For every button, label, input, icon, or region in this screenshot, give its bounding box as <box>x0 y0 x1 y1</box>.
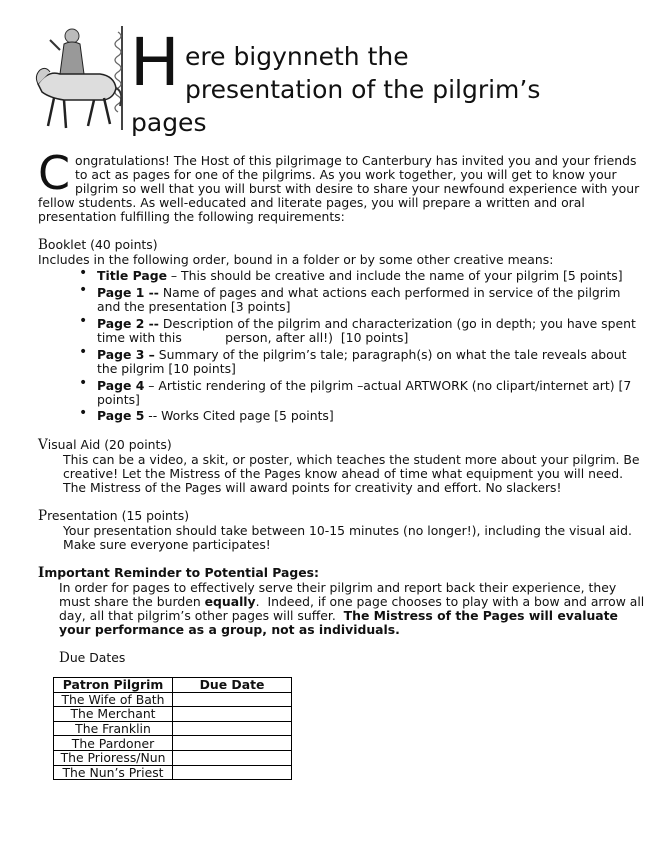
booklet-item: Page 2 -- Description of the pilgrim and characterization (go in depth; you have spent <box>97 316 636 331</box>
reminder-line: must share the burden equally. Indeed, if one page chooses to play with a bow and arrow all <box>59 594 645 609</box>
due-date-cell <box>173 692 292 707</box>
title-drop-letter: H <box>130 24 180 101</box>
bullet-icon: • <box>79 405 88 421</box>
reminder-heading: Important Reminder to Potential Pages: <box>38 565 319 581</box>
page-title-line-2: presentation of the pilgrim’s <box>185 75 541 104</box>
visual-aid-line: This can be a video, a skit, or poster, which teaches the student more about your pilgrim. Be <box>63 452 640 467</box>
booklet-item-cont: the pilgrim [10 points] <box>97 361 236 376</box>
booklet-item-cont: points] <box>97 392 140 407</box>
bullet-icon: • <box>79 282 88 298</box>
due-date-cell <box>173 707 292 722</box>
table-header-row <box>54 678 292 693</box>
due-date-cell <box>173 736 292 751</box>
visual-aid-line: The Mistress of the Pages will award points for creativity and effort. No slackers! <box>63 480 562 495</box>
column-header: Due Date <box>173 678 292 693</box>
intro-line: presentation fulfilling the following requirements: <box>38 209 345 224</box>
due-dates-table <box>53 677 292 780</box>
page-title-line-3: pages <box>131 108 207 137</box>
due-date-cell <box>173 750 292 765</box>
bullet-icon: • <box>79 313 88 329</box>
pilgrim-cell: The Merchant <box>54 707 173 722</box>
intro-line: fellow students. As well-educated and literate pages, you will prepare a written and oral <box>38 195 585 210</box>
due-date-cell <box>173 765 292 780</box>
booklet-item: Page 4 – Artistic rendering of the pilgrim –actual ARTWORK (no clipart/internet art) [7 <box>97 378 632 393</box>
intro-line: ongratulations! The Host of this pilgrimage to Canterbury has invited you and your friends <box>75 153 637 168</box>
table-row <box>54 750 292 765</box>
booklet-item: Page 5 -- Works Cited page [5 points] <box>97 408 334 423</box>
bullet-icon: • <box>79 265 88 281</box>
pilgrim-cell: The Nun’s Priest <box>54 765 173 780</box>
presentation-line: Your presentation should take between 10-15 minutes (no longer!), including the visual aid. <box>63 523 632 538</box>
booklet-item: Title Page – This should be creative and include the name of your pilgrim [5 points] <box>97 268 623 283</box>
booklet-item: Page 3 – Summary of the pilgrim’s tale; paragraph(s) on what the tale reveals about <box>97 347 627 362</box>
due-date-cell <box>173 721 292 736</box>
page-title-line-1: ere bigynneth the <box>185 42 409 71</box>
knight-on-horse-icon <box>30 22 130 134</box>
due-dates-heading: Due Dates <box>59 650 126 666</box>
table-row <box>54 736 292 751</box>
table-row <box>54 721 292 736</box>
column-header: Patron Pilgrim <box>54 678 173 693</box>
intro-line: pilgrim so well that you will burst with desire to share your newfound experience with your <box>75 181 640 196</box>
booklet-heading: Booklet (40 points) <box>38 237 158 253</box>
reminder-line: In order for pages to effectively serve their pilgrim and report back their experience, they <box>59 580 617 595</box>
pilgrim-cell: The Franklin <box>54 721 173 736</box>
booklet-item: Page 1 -- Name of pages and what actions each performed in service of the pilgrim <box>97 285 621 300</box>
presentation-line: Make sure everyone participates! <box>63 537 271 552</box>
pilgrim-cell: The Pardoner <box>54 736 173 751</box>
table-row <box>54 765 292 780</box>
booklet-item-cont: time with this person, after all!) [10 points] <box>97 330 409 345</box>
bullet-icon: • <box>79 375 88 391</box>
presentation-heading: Presentation (15 points) <box>38 508 190 524</box>
bullet-icon: • <box>79 344 88 360</box>
intro-drop-letter: C <box>38 146 71 200</box>
visual-aid-heading: Visual Aid (20 points) <box>38 437 172 453</box>
reminder-line: day, all that pilgrim’s other pages will suffer. The Mistress of the Pages will evaluate <box>59 608 618 623</box>
visual-aid-line: creative! Let the Mistress of the Pages know ahead of time what equipment you will need. <box>63 466 624 481</box>
pilgrim-cell: The Wife of Bath <box>54 692 173 707</box>
reminder-line: your performance as a group, not as individuals. <box>59 622 400 637</box>
booklet-item-cont: and the presentation [3 points] <box>97 299 291 314</box>
intro-line: to act as pages for one of the pilgrims. As you work together, you will get to know your <box>75 167 617 182</box>
table-row <box>54 692 292 707</box>
pilgrim-cell: The Prioress/Nun <box>54 750 173 765</box>
table-row <box>54 707 292 722</box>
booklet-intro: Includes in the following order, bound in a folder or by some other creative means: <box>38 252 554 267</box>
